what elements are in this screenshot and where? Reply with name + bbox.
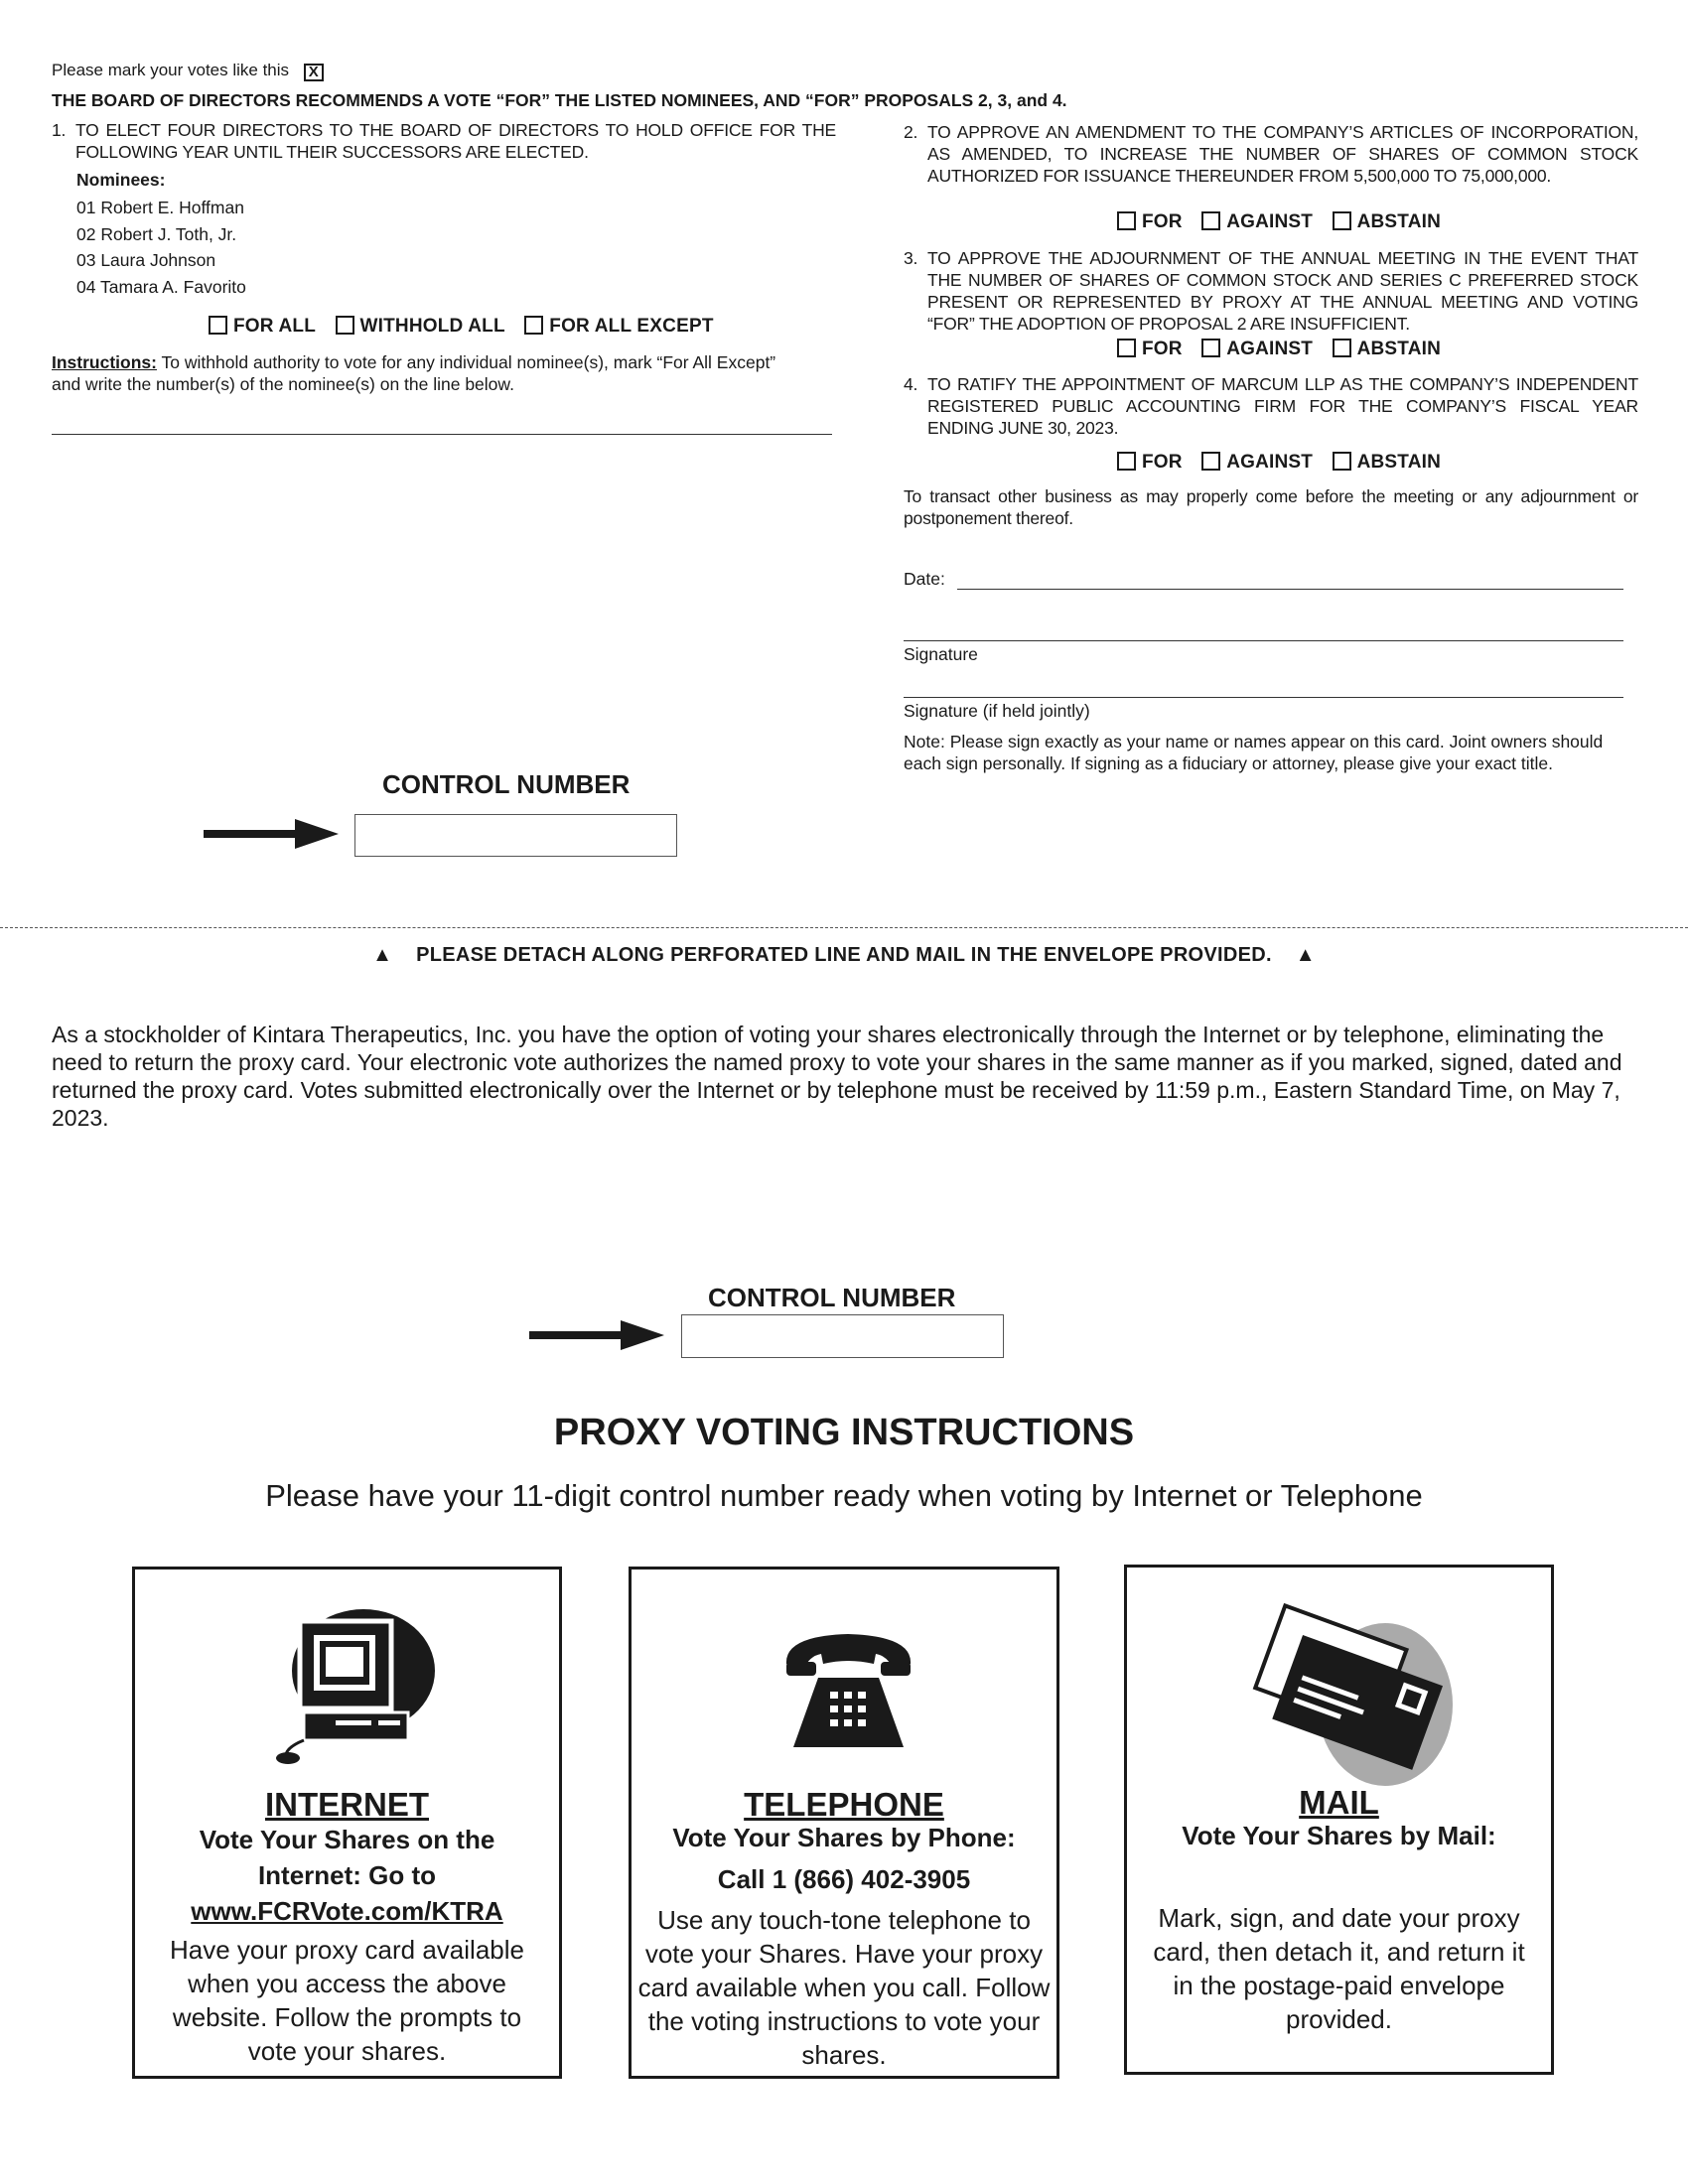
signature-note: Note: Please sign exactly as your name or names appear on this card. Joint owners should each sign personally. If signing as a fiduciary or attorney, please give your exact title. <box>904 732 1604 773</box>
proposal-3 <box>904 247 1638 335</box>
telephone-voting-box <box>629 1567 1059 2079</box>
proposal-1-text: TO ELECT FOUR DIRECTORS TO THE BOARD OF DIRECTORS TO HOLD OFFICE FOR THE FOLLOWING YEAR UNTIL THEIR SUCCESSORS ARE ELECTED. <box>75 120 836 162</box>
control-number-box[interactable] <box>681 1314 1004 1358</box>
mail-title: MAIL <box>1299 1784 1379 1821</box>
internet-title: INTERNET <box>265 1786 429 1823</box>
control-number-label: CONTROL NUMBER <box>382 769 631 799</box>
nominees-label: Nominees: <box>76 170 166 190</box>
for-label: FOR <box>1142 339 1183 359</box>
proxy-instructions-subtitle: Please have your 11-digit control number ready when voting by Internet or Telephone <box>265 1478 1423 1513</box>
for-label: FOR <box>1142 211 1183 232</box>
mail-subtitle: Vote Your Shares by Mail: <box>1182 1821 1496 1850</box>
control-number-label: CONTROL NUMBER <box>708 1283 956 1312</box>
internet-body: Have your proxy card available when you access the above website. Follow the prompts to vote your shares. <box>170 1935 524 2066</box>
abstain-label: ABSTAIN <box>1356 211 1442 232</box>
board-recommendation: THE BOARD OF DIRECTORS RECOMMENDS A VOTE “FOR” THE LISTED NOMINEES, AND “FOR” PROPOSALS 2, 3, and 4. <box>52 90 1067 110</box>
withhold-all-checkbox[interactable] <box>336 316 354 335</box>
mail-body: Mark, sign, and date your proxy card, then detach it, and return it in the postage-paid envelope provided. <box>1153 1903 1525 2034</box>
against-label: AGAINST <box>1226 211 1314 232</box>
electronic-voting-paragraph: As a stockholder of Kintara Therapeutics, Inc. you have the option of voting your shares electronically through the Internet or by telephone, eliminating the need to return the proxy card. Your electronic vote authorizes the named proxy to vote your shares in the same manner as if you marked, signed, dated and returned the proxy card. Votes submitted electronically over the Internet or by telephone must be received by 11:59 p.m., Eastern Standard Time, on May 7, 2023. <box>52 1022 1622 1131</box>
example-mark-box: X <box>304 64 324 81</box>
other-business: To transact other business as may properly come before the meeting or any adjournment or postponement thereof. <box>904 486 1638 528</box>
proposal-2-vote-options <box>1117 211 1455 233</box>
proposal-3-vote-options <box>1117 339 1455 360</box>
proposal-1-vote-options <box>209 316 728 338</box>
proposal-3-against-checkbox[interactable] <box>1201 339 1220 357</box>
withhold-all-label: WITHHOLD ALL <box>359 316 505 337</box>
envelope-icon <box>1236 1595 1460 1789</box>
abstain-label: ABSTAIN <box>1356 452 1442 473</box>
mail-voting-box <box>1124 1565 1554 2075</box>
internet-voting-box <box>132 1567 562 2079</box>
for-all-except-label: FOR ALL EXCEPT <box>549 316 714 337</box>
mark-votes-instruction: Please mark your votes like this X <box>52 60 324 81</box>
proposal-4-against-checkbox[interactable] <box>1201 452 1220 471</box>
proposal-3-text: TO APPROVE THE ADJOURNMENT OF THE ANNUAL MEETING IN THE EVENT THAT THE NUMBER OF SHARES OF COMMON STOCK AND SERIES C PREFERRED STOCK PRESENT OR REPRESENTED BY PROXY AT THE ANNUAL MEETING AND VOTING “FOR” THE ADOPTION OF PROPOSAL 2 ARE INSUFFICIENT. <box>927 248 1638 334</box>
proposal-3-abstain-checkbox[interactable] <box>1333 339 1351 357</box>
telephone-title: TELEPHONE <box>744 1786 944 1823</box>
voting-website-link[interactable]: www.FCRVote.com/KTRA <box>191 1896 503 1926</box>
arrow-right-icon <box>529 1318 664 1352</box>
signature-line[interactable] <box>904 640 1623 641</box>
internet-subtitle-2: Internet: Go to <box>257 1860 437 1890</box>
nominee-item: 02 Robert J. Toth, Jr. <box>76 223 237 244</box>
proposal-4-number: 4. <box>904 374 918 394</box>
telephone-number[interactable]: Call 1 (866) 402-3905 <box>717 1864 971 1894</box>
joint-signature-label: Signature (if held jointly) <box>904 701 1090 721</box>
instructions-label: Instructions: <box>52 352 157 372</box>
proposal-2-abstain-checkbox[interactable] <box>1333 211 1351 230</box>
proposal-1 <box>52 119 836 163</box>
up-triangle-icon: ▲ <box>372 944 393 966</box>
signature-label: Signature <box>904 644 978 664</box>
for-all-label: FOR ALL <box>233 316 317 337</box>
against-label: AGAINST <box>1226 339 1314 359</box>
control-number-box[interactable] <box>354 814 677 857</box>
abstain-label: ABSTAIN <box>1356 339 1442 359</box>
detach-text: PLEASE DETACH ALONG PERFORATED LINE AND MAIL IN THE ENVELOPE PROVIDED. <box>416 944 1272 966</box>
proposal-1-number: 1. <box>52 120 67 140</box>
instructions-text: To withhold authority to vote for any individual nominee(s), mark “For All Except” and write the number(s) of the nominee(s) on the line below. <box>52 352 776 394</box>
proposal-3-for-checkbox[interactable] <box>1117 339 1136 357</box>
nominee-item: 04 Tamara A. Favorito <box>76 276 246 297</box>
proposal-2-number: 2. <box>904 122 918 142</box>
arrow-right-icon <box>204 817 339 851</box>
proposal-2-for-checkbox[interactable] <box>1117 211 1136 230</box>
proposal-4-for-checkbox[interactable] <box>1117 452 1136 471</box>
proposal-4 <box>904 373 1638 439</box>
internet-subtitle: Vote Your Shares on the <box>199 1825 495 1854</box>
nominee-item: 01 Robert E. Hoffman <box>76 198 244 217</box>
proposal-3-number: 3. <box>904 248 918 268</box>
against-label: AGAINST <box>1226 452 1314 473</box>
except-nominee-line[interactable] <box>52 434 832 435</box>
for-all-checkbox[interactable] <box>209 316 227 335</box>
telephone-icon <box>776 1624 920 1753</box>
perforated-line <box>0 927 1688 928</box>
up-triangle-icon: ▲ <box>1295 944 1316 966</box>
joint-signature-line[interactable] <box>904 697 1623 698</box>
for-label: FOR <box>1142 452 1183 473</box>
nominee-item: 03 Laura Johnson <box>76 250 216 270</box>
telephone-body: Use any touch-tone telephone to vote your Shares. Have your proxy card available when you call. Follow the voting instructions to vote your shares. <box>637 1905 1051 2070</box>
date-label: Date: <box>904 569 945 589</box>
proposal-2 <box>904 121 1638 187</box>
for-all-except-checkbox[interactable] <box>524 316 543 335</box>
proposal-4-text: TO RATIFY THE APPOINTMENT OF MARCUM LLP AS THE COMPANY’S INDEPENDENT REGISTERED PUBLIC ACCOUNTING FIRM FOR THE COMPANY’S FISCAL YEAR ENDING JUNE 30, 2023. <box>927 374 1638 438</box>
telephone-subtitle: Vote Your Shares by Phone: <box>672 1823 1016 1852</box>
computer-icon <box>264 1601 438 1765</box>
proposal-2-text: TO APPROVE AN AMENDMENT TO THE COMPANY’S ARTICLES OF INCORPORATION, AS AMENDED, TO INCREASE THE NUMBER OF SHARES OF COMMON STOCK AUTHORIZED FOR ISSUANCE THEREUNDER FROM 5,500,000 TO 75,000,000. <box>927 122 1638 186</box>
detach-instruction <box>0 944 1688 967</box>
nominees-list <box>76 195 246 300</box>
proposal-4-vote-options <box>1117 452 1455 474</box>
withhold-instructions <box>52 351 786 395</box>
proxy-instructions-title: PROXY VOTING INSTRUCTIONS <box>553 1412 1135 1453</box>
proposal-4-abstain-checkbox[interactable] <box>1333 452 1351 471</box>
proposal-2-against-checkbox[interactable] <box>1201 211 1220 230</box>
date-line[interactable] <box>957 589 1623 590</box>
